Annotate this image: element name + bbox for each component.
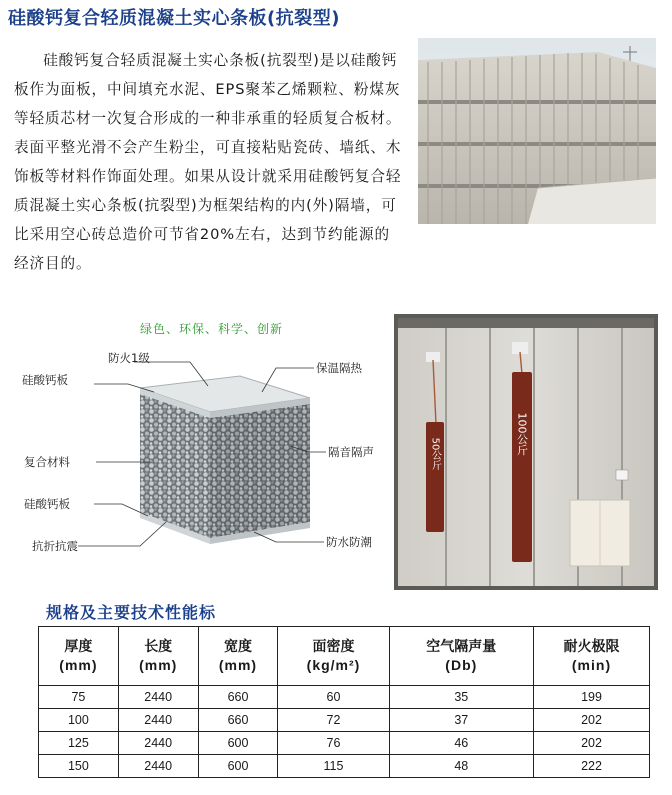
label-bottom-board: 硅酸钙板 (24, 497, 70, 511)
label-composite: 复合材料 (24, 455, 70, 469)
spec-table-title: 规格及主要技术性能标 (46, 603, 217, 622)
panel-structure-diagram (14, 346, 394, 576)
spec-table (38, 626, 650, 778)
intro-section (14, 46, 654, 278)
table-row: 150 2440 600 115 48 222 (39, 755, 650, 778)
weight-50kg-label: 50公斤 (429, 437, 441, 471)
header-length: 长度 (mm) (118, 627, 198, 686)
load-test-photo (394, 314, 658, 590)
weight-100kg-label: 100公斤 (515, 412, 529, 456)
page-title: 硅酸钙复合轻质混凝土实心条板(抗裂型) (8, 8, 340, 29)
label-fire-rating: 防火1级 (108, 351, 150, 365)
table-row: 100 2440 660 72 37 202 (39, 709, 650, 732)
header-thickness: 厚度 (mm) (39, 627, 119, 686)
table-row: 125 2440 600 76 46 202 (39, 732, 650, 755)
header-fire-limit: 耐火极限 (min) (534, 627, 650, 686)
header-sound-insulation: 空气隔声量 (Db) (389, 627, 533, 686)
label-sound: 隔音隔声 (328, 445, 374, 459)
slogan: 绿色、环保、科学、创新 (140, 322, 284, 336)
spec-table-header (39, 627, 650, 686)
header-density: 面密度 (kg/m²) (278, 627, 389, 686)
table-row: 75 2440 660 60 35 199 (39, 686, 650, 709)
label-seismic: 抗折抗震 (32, 539, 78, 553)
header-width: 宽度 (mm) (198, 627, 278, 686)
stacked-panels-photo (418, 38, 656, 224)
label-insulation: 保温隔热 (316, 361, 362, 375)
intro-paragraph: 硅酸钙复合轻质混凝土实心条板(抗裂型)是以硅酸钙板作为面板，中间填充水泥、EPS聚苯乙烯颗粒、粉煤灰等轻质芯材一次复合形成的一种非承重的轻质复合板材。表面平整光滑不会产生粉尘，可直接粘贴瓷砖、墙纸、木饰板等材料作饰面处理。如果从设计就采用硅酸钙复合轻质混凝土实心条板(抗裂型)为框架结构的内(外)隔墙，可比采用空心砖总造价可节省20%左右，达到节约能源的经济目的。 (14, 52, 402, 272)
label-waterproof: 防水防潮 (326, 535, 372, 549)
label-top-board: 硅酸钙板 (22, 373, 68, 387)
